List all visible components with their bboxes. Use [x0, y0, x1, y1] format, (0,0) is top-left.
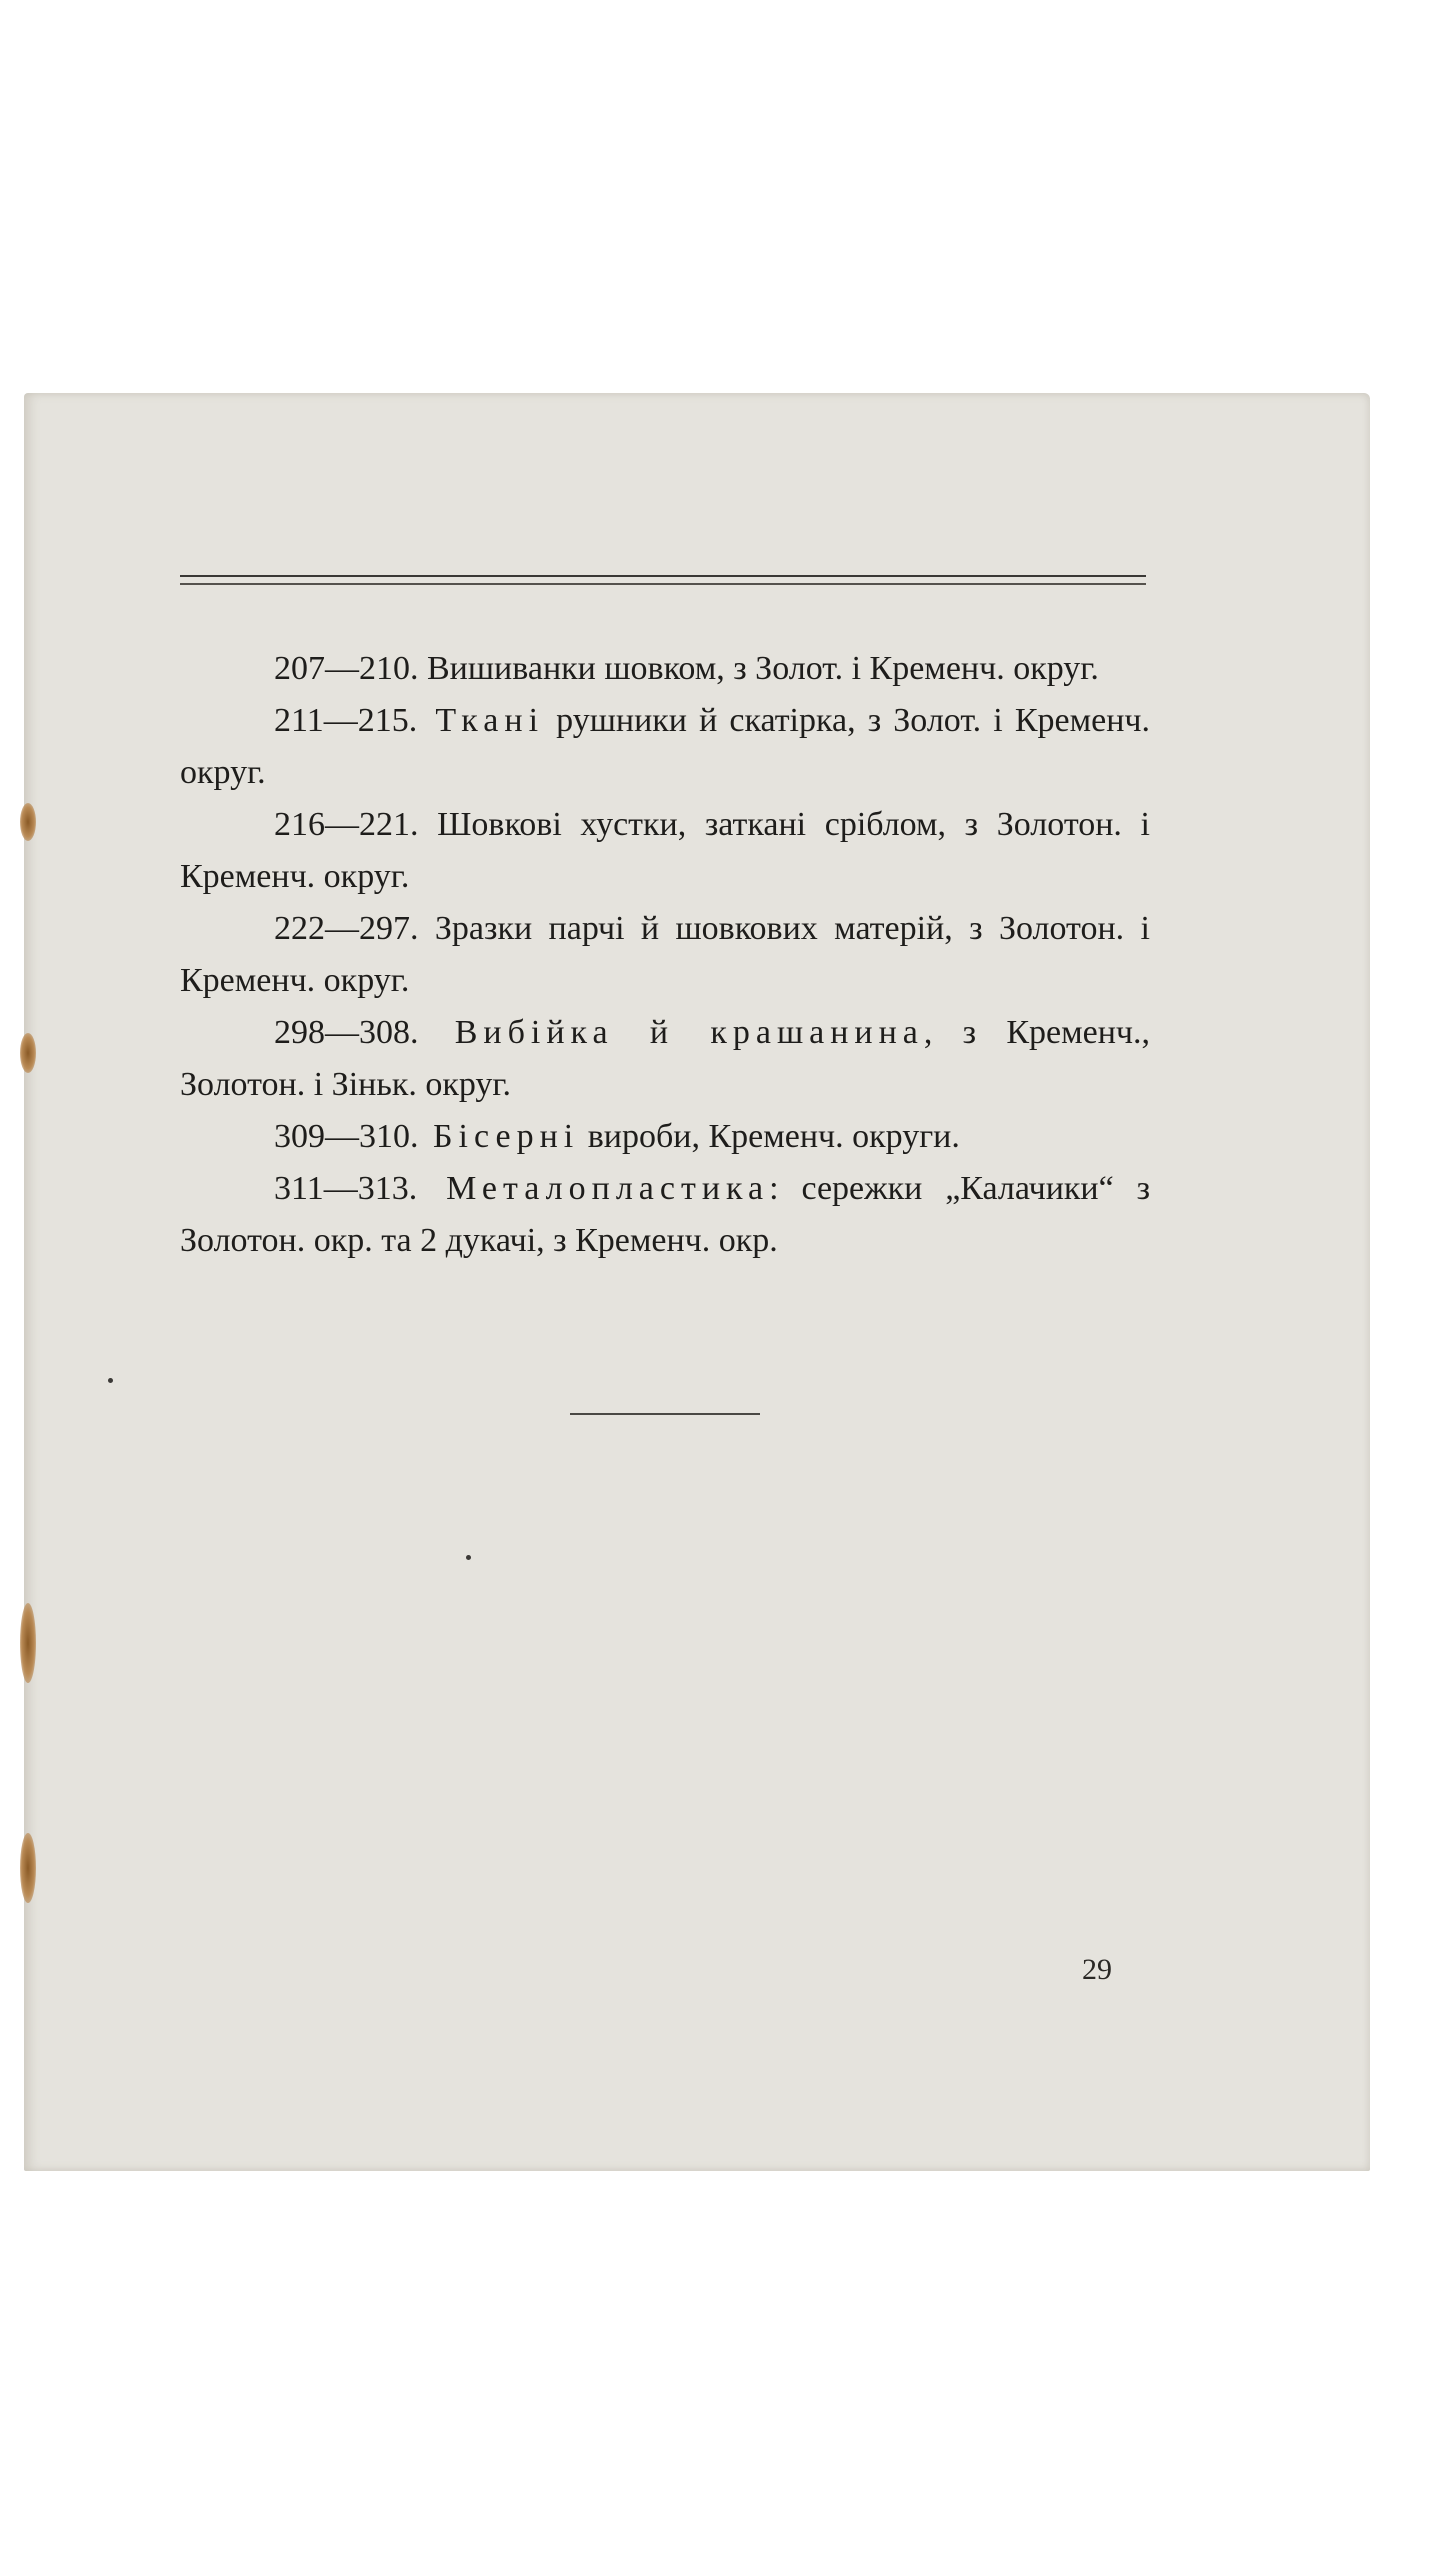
- rust-stain: [20, 1603, 36, 1683]
- entry-spaced-text: Ткані: [417, 702, 545, 739]
- catalog-entry: [180, 1111, 1150, 1163]
- entry-number: 311—313.: [274, 1170, 418, 1207]
- rust-stain: [20, 1833, 36, 1903]
- entry-number: 309—310.: [274, 1118, 419, 1155]
- catalog-entry: [180, 1007, 1150, 1111]
- entry-number: 298—308.: [274, 1014, 419, 1051]
- entry-text: рушники й скатірка, з Золот. і Кременч. округ.: [180, 702, 1150, 791]
- book-page: [24, 393, 1370, 2171]
- entry-spaced-text: Бісерні: [418, 1118, 580, 1155]
- entry-text: Зразки парчі й шовкових матерій, з Золотон. і Кременч. округ.: [180, 910, 1150, 999]
- catalog-entry: [180, 695, 1150, 799]
- entry-spaced-text: Вибійка й крашанина: [418, 1014, 924, 1051]
- header-rule: [180, 575, 1146, 577]
- page-number: 29: [1082, 1953, 1112, 1986]
- entry-spaced-text: Металопластика: [417, 1170, 770, 1207]
- entry-number: 211—215.: [274, 702, 418, 739]
- entry-number: 222—297.: [274, 910, 419, 947]
- catalog-entry: [180, 799, 1150, 903]
- entry-text: Вишиванки шовком, з Золот. і Кременч. округ.: [418, 650, 1099, 687]
- end-rule: [570, 1413, 760, 1415]
- entry-number: 216—221.: [274, 806, 419, 843]
- header-rule: [180, 583, 1146, 585]
- catalog-entries: [180, 643, 1150, 1267]
- ink-speck: [108, 1378, 113, 1383]
- rust-stain: [20, 803, 36, 841]
- entry-text: : сережки „Калачики“ з Золотон. окр. та 2 дукачі, з Кременч. окр.: [180, 1170, 1151, 1259]
- entry-text: вироби, Кременч. округи.: [579, 1118, 960, 1155]
- catalog-entry: [180, 1163, 1150, 1267]
- catalog-entry: [180, 903, 1150, 1007]
- entry-text: , з Кременч., Золотон. і Зіньк. округ.: [180, 1014, 1150, 1103]
- ink-speck: [466, 1555, 471, 1560]
- entry-text: Шовкові хустки, заткані сріблом, з Золотон. і Кременч. округ.: [180, 806, 1150, 895]
- rust-stain: [20, 1033, 36, 1073]
- catalog-entry: [180, 643, 1150, 695]
- entry-number: 207—210.: [274, 650, 419, 687]
